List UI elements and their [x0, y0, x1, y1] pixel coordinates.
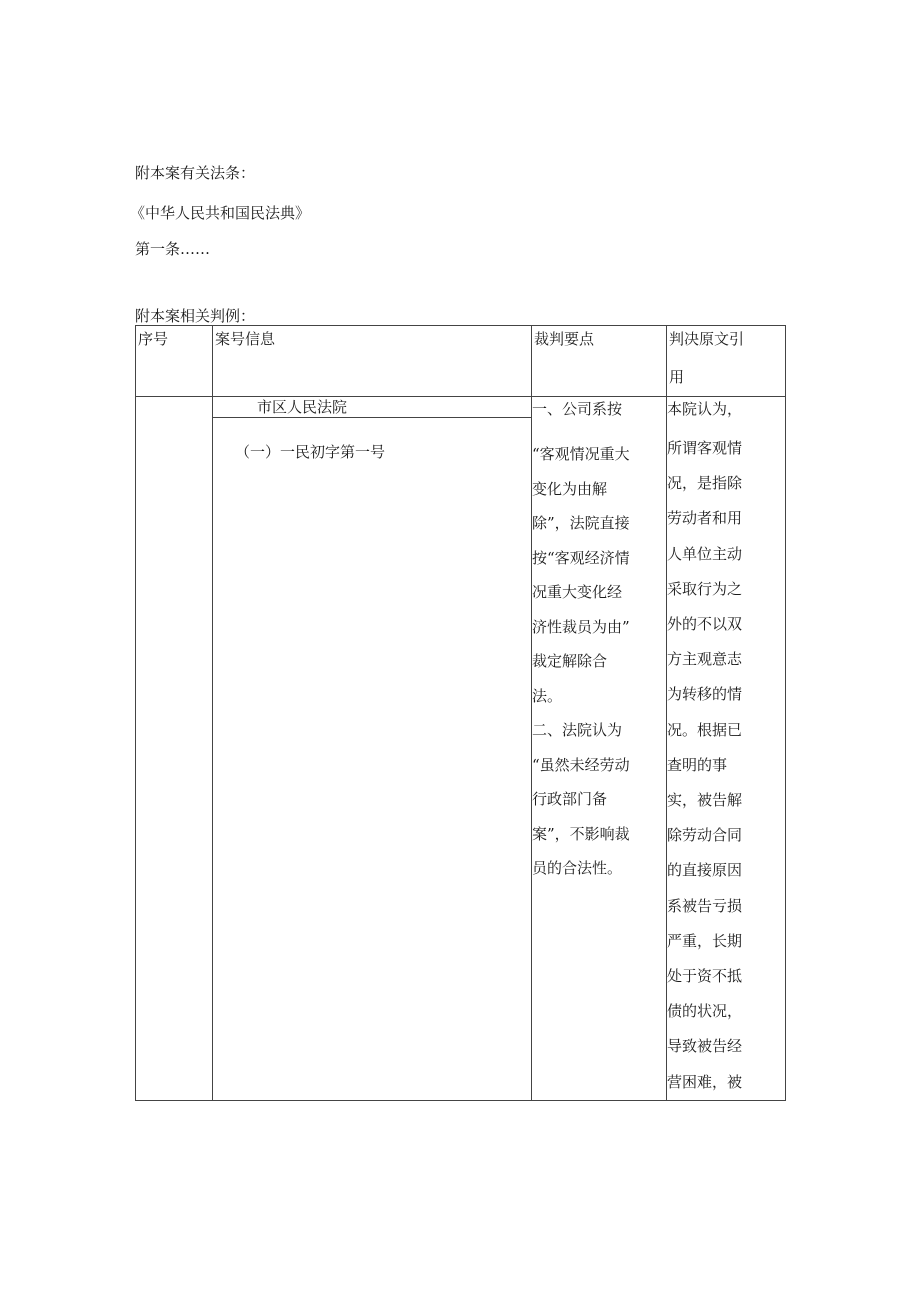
laws-heading: 附本案有关法条： — [135, 164, 256, 182]
law-name: 《中华人民共和国民法典》 — [130, 204, 311, 222]
text-line: 查明的事 — [667, 755, 728, 774]
row-index-cell — [136, 397, 213, 1101]
text-line: 严重，长期 — [667, 931, 743, 950]
text-line: 况重大变化经 — [532, 583, 623, 601]
text-line: 除”，法院直接 — [532, 514, 630, 532]
text-line: 法。 — [532, 686, 563, 705]
text-line: 案”，不影响裁 — [532, 824, 630, 843]
text-line: 按“客观经济情 — [532, 548, 630, 567]
text-line: 的直接原因 — [667, 861, 743, 880]
case-table — [135, 325, 786, 1101]
text-line: 导致被告经 — [667, 1037, 743, 1056]
text-line: 除劳动合同 — [667, 826, 743, 845]
row-case-info-cell — [213, 397, 532, 1101]
table-row — [136, 397, 786, 1101]
court-name: 市区人民法院 — [213, 397, 531, 418]
text-line: “客观情况重大 — [532, 445, 630, 463]
text-line: 变化为由解 — [532, 479, 608, 498]
text-line: 况，是指除 — [667, 474, 743, 493]
text-line: 二、法院认为 — [532, 721, 623, 739]
header-index: 序号 — [136, 326, 213, 397]
text-line: 方主观意志 — [667, 650, 743, 669]
key-points-text — [532, 397, 666, 886]
text-line: 裁定解除合 — [532, 652, 608, 670]
text-line: 人单位主动 — [667, 544, 743, 563]
text-line: 济性裁员为由” — [532, 617, 630, 636]
text-line: 为转移的情 — [667, 685, 743, 704]
text-line: 员的合法性。 — [532, 859, 623, 877]
text-line: 外的不以双 — [667, 615, 743, 634]
header-case-info: 案号信息 — [213, 326, 532, 397]
text-line: 所谓客观情 — [667, 439, 743, 457]
text-line: “虽然未经劳动 — [532, 755, 630, 774]
text-line: 采取行为之 — [667, 579, 743, 598]
cases-heading: 附本案相关判例： — [135, 307, 256, 325]
row-key-points-cell — [532, 397, 667, 1101]
row-quote-cell — [667, 397, 786, 1101]
text-line: 行政部门备 — [532, 790, 608, 808]
text-line: 一、公司系按 — [532, 400, 623, 418]
quote-text — [667, 397, 785, 1100]
law-article: 第一条…… — [135, 240, 211, 258]
text-line: 实，被告解 — [667, 791, 743, 810]
text-line: 处于资不抵 — [667, 967, 743, 986]
header-key-points: 裁判要点 — [532, 326, 667, 397]
text-line: 债的状况， — [667, 1002, 743, 1021]
text-line: 系被告亏损 — [667, 896, 743, 915]
text-line: 营困难，被 — [667, 1072, 743, 1091]
header-quote: 判决原文引 用 — [667, 326, 786, 397]
case-number: （一）一民初字第一号 — [235, 443, 386, 461]
text-line: 本院认为， — [667, 400, 743, 418]
text-line: 劳动者和用 — [667, 509, 743, 528]
table-header-row — [136, 326, 786, 397]
text-line: 况。根据已 — [667, 720, 743, 739]
